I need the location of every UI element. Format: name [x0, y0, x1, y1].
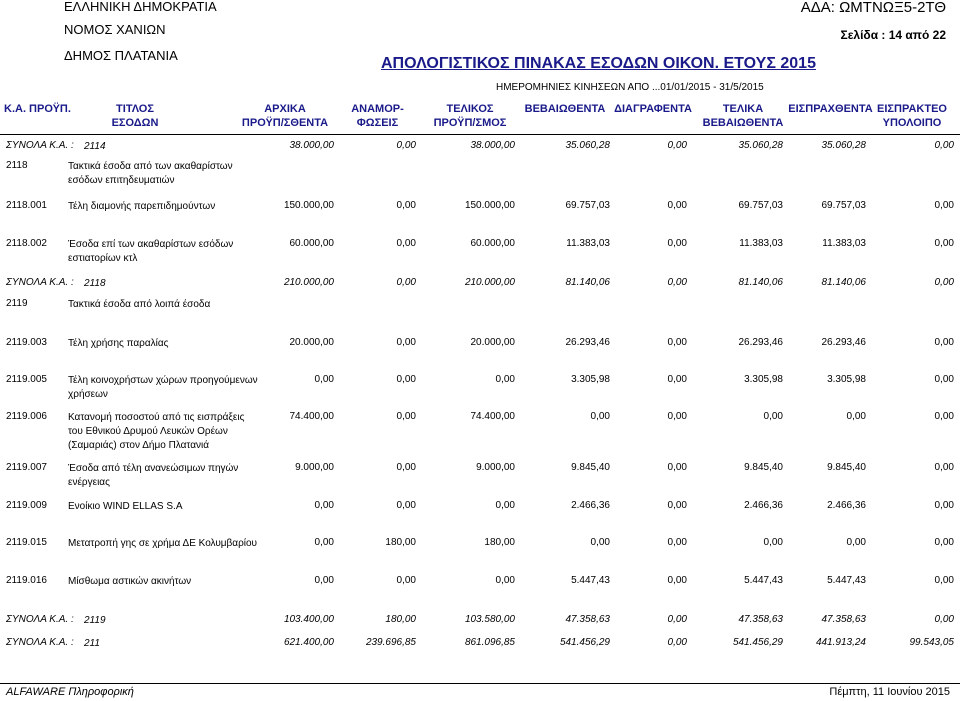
amount-cell: 0,00 [396, 337, 416, 348]
account-code: 2119.015 [6, 537, 47, 548]
amount-cell: 0,00 [667, 374, 687, 385]
amount-cell: 0,00 [934, 537, 954, 548]
account-title: Έσοδα επί των ακαθαρίστων εσόδων εστιατορίων κτλ [68, 239, 234, 264]
amount-cell: 541.456,29 [559, 637, 610, 648]
amount-cell: 0,00 [314, 374, 334, 385]
amount-cell: 47.358,63 [738, 614, 783, 625]
amount-cell: 0,00 [314, 575, 334, 586]
account-code: 2119 [6, 298, 28, 309]
column-header: Κ.Α. ΠΡΟΫΠ. [4, 103, 71, 115]
amount-cell: 239.696,85 [365, 637, 416, 648]
date-range: ΗΜΕΡΟΜΗΝΙΕΣ ΚΙΝΗΣΕΩΝ ΑΠΟ ...01/01/2015 - 31/5/2015 [496, 82, 764, 93]
amount-cell: 0,00 [667, 200, 687, 211]
amount-cell: 81.140,06 [821, 277, 866, 288]
footer-divider [0, 683, 960, 684]
table-header [0, 97, 960, 135]
amount-cell: 74.400,00 [470, 411, 515, 422]
amount-cell: 0,00 [495, 500, 515, 511]
amount-cell: 0,00 [934, 614, 954, 625]
amount-cell: 3.305,98 [827, 374, 866, 385]
amount-cell: 11.383,03 [739, 238, 783, 249]
amount-cell: 38.000,00 [289, 140, 334, 151]
account-code: 2119.006 [6, 411, 47, 422]
amount-cell: 9.845,40 [827, 462, 866, 473]
amount-cell: 9.000,00 [476, 462, 515, 473]
amount-cell: 81.140,06 [738, 277, 783, 288]
amount-cell: 0,00 [667, 500, 687, 511]
total-account-code: 211 [84, 638, 100, 649]
amount-cell: 103.400,00 [283, 614, 334, 625]
amount-cell: 0,00 [763, 411, 783, 422]
column-header: ΑΡΧΙΚΑ ΠΡΟΫΠ/ΣΘΕΝΤΑ [241, 103, 329, 129]
amount-cell: 69.757,03 [821, 200, 866, 211]
amount-cell: 26.293,46 [565, 337, 610, 348]
amount-cell: 441.913,24 [815, 637, 866, 648]
account-code: 2119.005 [6, 374, 47, 385]
amount-cell: 180,00 [385, 614, 416, 625]
amount-cell: 60.000,00 [470, 238, 515, 249]
column-header: ΑΝΑΜΟΡ- ΦΩΣΕΙΣ [351, 103, 404, 129]
amount-cell: 47.358,63 [821, 614, 866, 625]
column-header: ΕΙΣΠΡΑΚΤΕΟ ΥΠΟΛΟΙΠΟ [877, 103, 947, 129]
amount-cell: 60.000,00 [289, 238, 334, 249]
amount-cell: 0,00 [763, 537, 783, 548]
amount-cell: 0,00 [667, 462, 687, 473]
column-header: ΤΙΤΛΟΣ ΕΣΟΔΩΝ [111, 103, 159, 129]
amount-cell: 0,00 [667, 411, 687, 422]
amount-cell: 2.466,36 [827, 500, 866, 511]
amount-cell: 11.383,03 [822, 238, 866, 249]
amount-cell: 150.000,00 [283, 200, 334, 211]
amount-cell: 0,00 [396, 500, 416, 511]
amount-cell: 74.400,00 [289, 411, 334, 422]
amount-cell: 5.447,43 [827, 575, 866, 586]
amount-cell: 2.466,36 [571, 500, 610, 511]
account-title: Έσοδα από τέλη ανανεώσιμων πηγών ενέργειας [68, 463, 239, 488]
amount-cell: 20.000,00 [470, 337, 515, 348]
amount-cell: 0,00 [396, 575, 416, 586]
amount-cell: 150.000,00 [464, 200, 515, 211]
account-code: 2119.009 [6, 500, 47, 511]
amount-cell: 180,00 [484, 537, 515, 548]
account-title: Τέλη διαμονής παρεπιδημούντων [68, 201, 216, 212]
amount-cell: 180,00 [385, 537, 416, 548]
amount-cell: 0,00 [590, 411, 610, 422]
amount-cell: 5.447,43 [571, 575, 610, 586]
amount-cell: 0,00 [396, 411, 416, 422]
amount-cell: 26.293,46 [738, 337, 783, 348]
amount-cell: 2.466,36 [744, 500, 783, 511]
amount-cell: 3.305,98 [571, 374, 610, 385]
amount-cell: 9.845,40 [744, 462, 783, 473]
amount-cell: 69.757,03 [565, 200, 610, 211]
total-label: ΣΥΝΟΛΑ Κ.Α. : [6, 637, 74, 648]
amount-cell: 69.757,03 [738, 200, 783, 211]
account-code: 2119.003 [6, 337, 47, 348]
ada-code: ΑΔΑ: ΩΜΤΝΩΞ5-2ΤΘ [800, 0, 946, 16]
amount-cell: 99.543,05 [909, 637, 954, 648]
column-header: ΕΙΣΠΡΑΧΘΕΝΤΑ [788, 103, 873, 115]
amount-cell: 621.400,00 [283, 637, 334, 648]
amount-cell: 0,00 [314, 537, 334, 548]
amount-cell: 20.000,00 [289, 337, 334, 348]
amount-cell: 0,00 [495, 374, 515, 385]
amount-cell: 0,00 [934, 337, 954, 348]
column-header: ΤΕΛΙΚΟΣ ΠΡΟΫΠ/ΣΜΟΣ [433, 103, 507, 129]
amount-cell: 11.383,03 [566, 238, 610, 249]
amount-cell: 0,00 [934, 140, 954, 151]
prefecture-label: ΝΟΜΟΣ ΧΑΝΙΩΝ [64, 22, 166, 37]
amount-cell: 0,00 [667, 614, 687, 625]
amount-cell: 35.060,28 [821, 140, 866, 151]
amount-cell: 0,00 [934, 500, 954, 511]
amount-cell: 0,00 [667, 637, 687, 648]
amount-cell: 35.060,28 [738, 140, 783, 151]
republic-label: ΕΛΛΗΝΙΚΗ ΔΗΜΟΚΡΑΤΙΑ [64, 0, 217, 14]
column-header: ΤΕΛΙΚΑ ΒΕΒΑΙΩΘΕΝΤΑ [702, 103, 784, 129]
municipality-label: ΔΗΜΟΣ ΠΛΑΤΑΝΙΑ [64, 48, 178, 63]
vendor-label: ALFAWARE Πληροφορική [6, 686, 134, 698]
amount-cell: 0,00 [396, 374, 416, 385]
amount-cell: 0,00 [934, 200, 954, 211]
total-account-code: 2114 [84, 141, 106, 152]
account-code: 2119.007 [6, 462, 47, 473]
total-account-code: 2118 [84, 278, 106, 289]
amount-cell: 9.000,00 [295, 462, 334, 473]
amount-cell: 0,00 [934, 277, 954, 288]
amount-cell: 26.293,46 [821, 337, 866, 348]
amount-cell: 210.000,00 [283, 277, 334, 288]
account-title: Τακτικά έσοδα από των ακαθαρίστων εσόδων επιτηδευματιών [68, 161, 233, 186]
amount-cell: 210.000,00 [464, 277, 515, 288]
amount-cell: 0,00 [667, 140, 687, 151]
account-title: Τέλη κοινοχρήστων χώρων προηγούμενων χρήσεων [68, 375, 258, 400]
page-number: Σελίδα : 14 από 22 [840, 28, 946, 42]
account-code: 2118.001 [6, 200, 47, 211]
amount-cell: 861.096,85 [464, 637, 515, 648]
total-label: ΣΥΝΟΛΑ Κ.Α. : [6, 614, 74, 625]
amount-cell: 0,00 [667, 537, 687, 548]
amount-cell: 0,00 [934, 462, 954, 473]
total-label: ΣΥΝΟΛΑ Κ.Α. : [6, 140, 74, 151]
account-code: 2119.016 [6, 575, 47, 586]
amount-cell: 5.447,43 [744, 575, 783, 586]
column-header: ΔΙΑΓΡΑΦΕΝΤΑ [614, 103, 692, 115]
amount-cell: 0,00 [667, 337, 687, 348]
amount-cell: 3.305,98 [744, 374, 783, 385]
account-title: Τέλη χρήσης παραλίας [68, 338, 169, 349]
account-code: 2118.002 [6, 238, 47, 249]
amount-cell: 103.580,00 [464, 614, 515, 625]
print-date: Πέμπτη, 11 Ιουνίου 2015 [829, 686, 950, 698]
amount-cell: 0,00 [396, 200, 416, 211]
amount-cell: 0,00 [934, 411, 954, 422]
amount-cell: 0,00 [495, 575, 515, 586]
amount-cell: 0,00 [396, 238, 416, 249]
account-title: Κατανομή ποσοστού από τις εισπράξεις του Εθνικού Δρυμού Λευκών Ορέων (Σαμαριάς) στον Δήμο Πλατανιά [68, 412, 245, 451]
amount-cell: 541.456,29 [732, 637, 783, 648]
account-title: Τακτικά έσοδα από λοιπά έσοδα [68, 299, 211, 310]
amount-cell: 0,00 [667, 575, 687, 586]
total-label: ΣΥΝΟΛΑ Κ.Α. : [6, 277, 74, 288]
total-account-code: 2119 [84, 615, 106, 626]
amount-cell: 0,00 [667, 277, 687, 288]
account-title: Ενοίκιο WIND ELLAS S.A [68, 501, 183, 512]
amount-cell: 0,00 [934, 374, 954, 385]
amount-cell: 0,00 [590, 537, 610, 548]
amount-cell: 9.845,40 [571, 462, 610, 473]
amount-cell: 0,00 [314, 500, 334, 511]
page-title: ΑΠΟΛΟΓΙΣΤΙΚΟΣ ΠΙΝΑΚΑΣ ΕΣΟΔΩΝ ΟΙΚΟΝ. ΕΤΟΥΣ 2015 [381, 55, 816, 72]
account-title: Μίσθωμα αστικών ακινήτων [68, 576, 192, 587]
account-code: 2118 [6, 160, 28, 171]
column-header: ΒΕΒΑΙΩΘΕΝΤΑ [524, 103, 606, 115]
amount-cell: 0,00 [396, 277, 416, 288]
amount-cell: 0,00 [396, 462, 416, 473]
amount-cell: 35.060,28 [565, 140, 610, 151]
amount-cell: 0,00 [667, 238, 687, 249]
amount-cell: 0,00 [934, 238, 954, 249]
amount-cell: 0,00 [396, 140, 416, 151]
amount-cell: 0,00 [846, 537, 866, 548]
amount-cell: 38.000,00 [470, 140, 515, 151]
account-title: Μετατροπή γης σε χρήμα ΔΕ Κολυμβαρίου [68, 538, 258, 549]
amount-cell: 81.140,06 [565, 277, 610, 288]
amount-cell: 0,00 [934, 575, 954, 586]
amount-cell: 0,00 [846, 411, 866, 422]
amount-cell: 47.358,63 [565, 614, 610, 625]
